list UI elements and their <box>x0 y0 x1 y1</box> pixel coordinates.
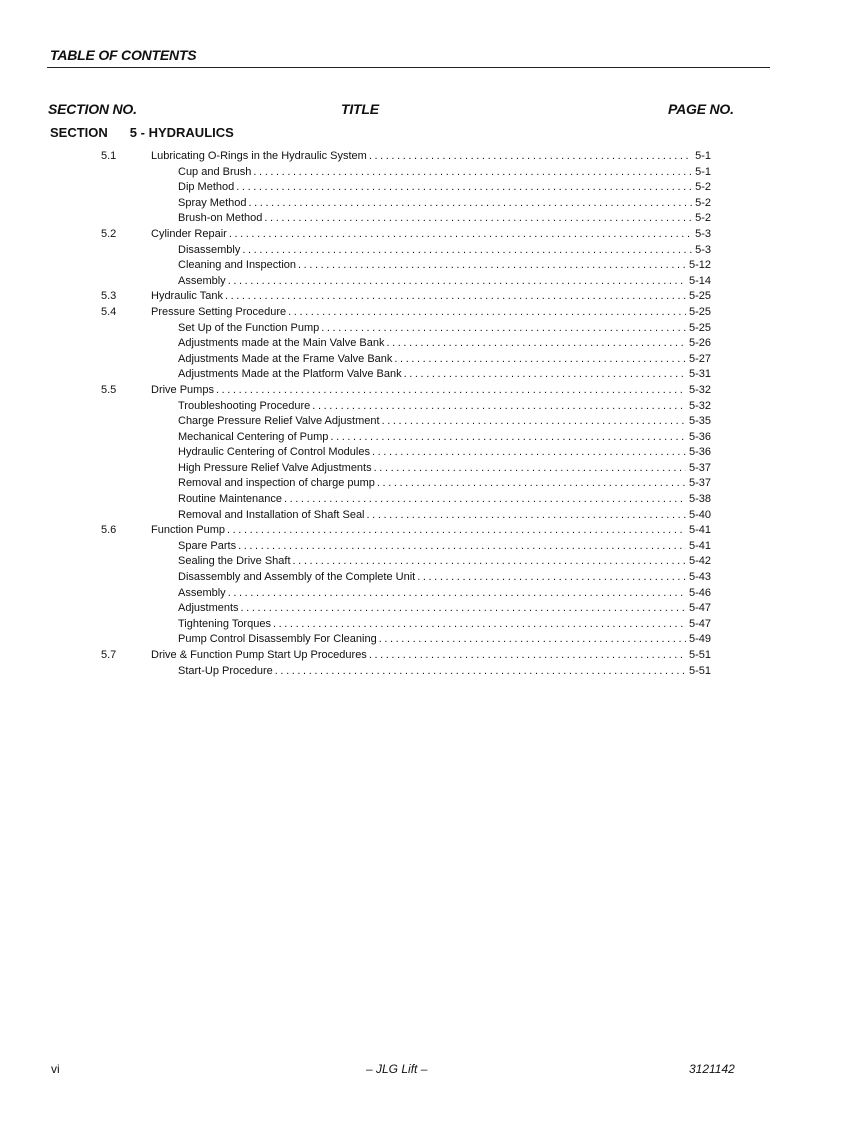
toc-dot-leader <box>241 601 686 617</box>
toc-dot-leader <box>228 586 686 602</box>
toc-entry-title: Adjustments <box>178 602 239 615</box>
toc-entry-line <box>178 554 711 570</box>
toc-entry[interactable] <box>0 289 866 305</box>
toc-entry[interactable] <box>0 321 866 337</box>
toc-entry-page: 5-41 <box>688 539 711 552</box>
toc-dot-leader <box>242 243 692 259</box>
toc-entry-title: Assembly <box>178 586 226 599</box>
footer-doc-number: 3121142 <box>689 1062 735 1076</box>
toc-entry-line <box>178 211 711 227</box>
toc-entry-title: Spray Method <box>178 196 247 209</box>
toc-entry-line <box>151 227 711 243</box>
toc-entry-page: 5-40 <box>688 508 711 521</box>
toc-entry-page: 5-36 <box>688 430 711 443</box>
toc-entry-line <box>178 508 711 524</box>
toc-entry[interactable] <box>0 570 866 586</box>
toc-dot-leader <box>404 367 686 383</box>
toc-entry[interactable] <box>0 227 866 243</box>
toc-entry-line <box>151 648 711 664</box>
toc-entry-title: Charge Pressure Relief Valve Adjustment <box>178 415 380 428</box>
toc-entry[interactable] <box>0 352 866 368</box>
toc-dot-leader <box>367 508 686 524</box>
toc-dot-leader <box>369 648 686 664</box>
toc-entry[interactable] <box>0 445 866 461</box>
toc-entry[interactable] <box>0 336 866 352</box>
toc-entry[interactable] <box>0 196 866 212</box>
toc-entry-page: 5-14 <box>688 274 711 287</box>
toc-entry-page: 5-25 <box>688 321 711 334</box>
toc-entry-title: Cylinder Repair <box>151 227 227 240</box>
toc-entry[interactable] <box>0 367 866 383</box>
toc-entry-line <box>178 492 711 508</box>
toc-entry-page: 5-26 <box>688 337 711 350</box>
toc-dot-leader <box>227 523 686 539</box>
toc-entry-line <box>178 180 711 196</box>
toc-entry-page: 5-51 <box>688 649 711 661</box>
page-header <box>47 45 770 68</box>
toc-entry-number: 5.6 <box>101 524 117 537</box>
toc-dot-leader <box>298 258 686 274</box>
toc-entry[interactable] <box>0 461 866 477</box>
toc-entry-number: 5.2 <box>101 227 117 240</box>
toc-entry-line <box>151 523 711 539</box>
toc-dot-leader <box>417 570 686 586</box>
toc-entry[interactable] <box>0 632 866 648</box>
toc-dot-leader <box>273 617 686 633</box>
toc-entry-title: High Pressure Relief Valve Adjustments <box>178 461 372 474</box>
toc-entry-title: Adjustments Made at the Platform Valve Bank <box>178 368 402 381</box>
toc-entry-line <box>178 617 711 633</box>
toc-dot-leader <box>216 383 686 399</box>
toc-entry-page: 5-47 <box>688 617 711 630</box>
toc-entry-title: Mechanical Centering of Pump <box>178 430 329 443</box>
toc-dot-leader <box>374 461 686 477</box>
toc-entry-title: Assembly <box>178 274 226 287</box>
toc-entry-page: 5-36 <box>688 446 711 459</box>
toc-entry-line <box>178 352 711 368</box>
toc-entry-line <box>178 461 711 477</box>
toc-entry[interactable] <box>0 149 866 165</box>
column-heading-page-no: PAGE NO. <box>668 101 734 117</box>
toc-entry-title: Brush-on Method <box>178 212 263 225</box>
toc-entry[interactable] <box>0 383 866 399</box>
toc-entry-title: Routine Maintenance <box>178 493 282 506</box>
toc-entry[interactable] <box>0 492 866 508</box>
toc-dot-leader <box>330 430 686 446</box>
toc-dot-leader <box>377 476 686 492</box>
toc-entry-title: Sealing the Drive Shaft <box>178 555 291 568</box>
toc-entry-number: 5.1 <box>101 150 117 162</box>
toc-entry-line <box>178 430 711 446</box>
footer-publisher: – JLG Lift – <box>366 1062 428 1076</box>
toc-entry[interactable] <box>0 399 866 415</box>
toc-entry-title: Removal and Installation of Shaft Seal <box>178 508 365 521</box>
toc-entry[interactable] <box>0 165 866 181</box>
toc-entry-page: 5-43 <box>688 571 711 584</box>
toc-dot-leader <box>236 180 692 196</box>
toc-entry-page: 5-35 <box>688 415 711 428</box>
toc-dot-leader <box>379 632 686 648</box>
toc-entry-page: 5-12 <box>688 259 711 272</box>
toc-entry-title: Tightening Torques <box>178 617 271 630</box>
toc-entry[interactable] <box>0 664 866 680</box>
toc-entry-title: Drive & Function Pump Start Up Procedures <box>151 649 367 661</box>
toc-entry-line <box>178 476 711 492</box>
toc-entry-line <box>178 165 711 181</box>
toc-entry-line <box>178 601 711 617</box>
toc-entry-page: 5-38 <box>688 493 711 506</box>
toc-entry[interactable] <box>0 274 866 290</box>
toc-entry-title: Spare Parts <box>178 539 237 552</box>
toc-entry-page: 5-3 <box>695 227 711 240</box>
toc-entry-page: 5-27 <box>688 352 711 365</box>
toc-entry-page: 5-41 <box>688 524 711 537</box>
toc-entry-page: 5-47 <box>688 602 711 615</box>
toc-entry-line <box>178 196 711 212</box>
toc-entry[interactable] <box>0 258 866 274</box>
toc-entry[interactable] <box>0 523 866 539</box>
toc-entry-page: 5-2 <box>695 196 711 209</box>
toc-entry-number: 5.5 <box>101 383 117 396</box>
toc-dot-leader <box>238 539 686 555</box>
toc-entry-line <box>151 305 711 321</box>
toc-entry[interactable] <box>0 305 866 321</box>
toc-entry-page: 5-2 <box>695 212 711 225</box>
toc-entry[interactable] <box>0 211 866 227</box>
toc-entry-title: Removal and inspection of charge pump <box>178 477 375 490</box>
toc-dot-leader <box>293 554 686 570</box>
toc-entry-page: 5-46 <box>688 586 711 599</box>
toc-entry-page: 5-32 <box>688 383 711 396</box>
toc-entry-page: 5-31 <box>688 368 711 381</box>
toc-entry-line <box>178 586 711 602</box>
toc-entry[interactable] <box>0 508 866 524</box>
toc-entry[interactable] <box>0 539 866 555</box>
column-heading-section-no: SECTION NO. <box>48 101 137 117</box>
toc-entry-line <box>178 367 711 383</box>
toc-entry-title: Adjustments Made at the Frame Valve Bank <box>178 352 393 365</box>
toc-dot-leader <box>382 414 686 430</box>
toc-entry-line <box>178 664 711 680</box>
toc-entry-title: Drive Pumps <box>151 383 214 396</box>
toc-entry-page: 5-2 <box>695 181 711 194</box>
toc-list <box>0 149 866 679</box>
toc-entry-line <box>178 570 711 586</box>
toc-entry-title: Disassembly and Assembly of the Complete Unit <box>178 571 416 584</box>
toc-entry-title: Function Pump <box>151 524 225 537</box>
toc-dot-leader <box>394 352 686 368</box>
toc-entry-page: 5-49 <box>688 633 711 646</box>
toc-entry-line <box>178 414 711 430</box>
toc-entry-line <box>178 336 711 352</box>
toc-dot-leader <box>369 149 692 165</box>
page-header-title: TABLE OF CONTENTS <box>50 47 197 63</box>
section-label: SECTION <box>50 125 108 140</box>
toc-entry-line <box>151 383 711 399</box>
toc-entry-page: 5-37 <box>688 461 711 474</box>
toc-entry[interactable] <box>0 554 866 570</box>
toc-entry-page: 5-51 <box>688 664 711 677</box>
toc-entry-page: 5-32 <box>688 399 711 412</box>
toc-entry-line <box>151 289 711 305</box>
toc-dot-leader <box>229 227 692 243</box>
toc-entry-page: 5-42 <box>688 555 711 568</box>
toc-entry-number: 5.4 <box>101 305 117 318</box>
toc-entry-line <box>178 321 711 337</box>
toc-entry[interactable] <box>0 430 866 446</box>
toc-entry-title: Set Up of the Function Pump <box>178 321 320 334</box>
toc-dot-leader <box>386 336 686 352</box>
toc-entry[interactable] <box>0 414 866 430</box>
toc-entry-title: Pump Control Disassembly For Cleaning <box>178 633 377 646</box>
toc-entry-title: Dip Method <box>178 181 235 194</box>
column-heading-title: TITLE <box>341 101 379 117</box>
toc-dot-leader <box>284 492 686 508</box>
toc-entry-title: Adjustments made at the Main Valve Bank <box>178 337 385 350</box>
toc-entry[interactable] <box>0 617 866 633</box>
toc-entry-line <box>151 149 711 165</box>
toc-dot-leader <box>228 274 686 290</box>
toc-entry-title: Start-Up Procedure <box>178 664 273 677</box>
toc-entry[interactable] <box>0 476 866 492</box>
toc-entry-title: Troubleshooting Procedure <box>178 399 311 412</box>
toc-entry-title: Hydraulic Tank <box>151 290 223 303</box>
toc-entry-line <box>178 399 711 415</box>
toc-dot-leader <box>275 664 686 680</box>
toc-entry-title: Cleaning and Inspection <box>178 259 297 272</box>
toc-entry-title: Pressure Setting Procedure <box>151 305 287 318</box>
toc-entry-title: Cup and Brush <box>178 165 252 178</box>
toc-entry-line <box>178 539 711 555</box>
toc-entry-page: 5-37 <box>688 477 711 490</box>
toc-entry-title: Disassembly <box>178 243 241 256</box>
toc-entry-page: 5-25 <box>688 290 711 303</box>
toc-dot-leader <box>288 305 686 321</box>
toc-entry-line <box>178 632 711 648</box>
toc-entry[interactable] <box>0 243 866 259</box>
section-heading <box>50 125 234 140</box>
toc-entry-line <box>178 274 711 290</box>
toc-dot-leader <box>321 321 686 337</box>
toc-dot-leader <box>253 165 692 181</box>
toc-entry[interactable] <box>0 180 866 196</box>
toc-entry-number: 5.3 <box>101 290 117 303</box>
toc-entry-line <box>178 258 711 274</box>
toc-dot-leader <box>225 289 686 305</box>
toc-entry-page: 5-1 <box>695 165 711 178</box>
toc-dot-leader <box>312 399 686 415</box>
toc-dot-leader <box>264 211 692 227</box>
toc-entry-title: Hydraulic Centering of Control Modules <box>178 446 370 459</box>
toc-entry-line <box>178 445 711 461</box>
toc-entry-page: 5-25 <box>688 305 711 318</box>
toc-entry[interactable] <box>0 586 866 602</box>
toc-dot-leader <box>248 196 692 212</box>
toc-entry-number: 5.7 <box>101 649 117 661</box>
toc-entry[interactable] <box>0 601 866 617</box>
toc-dot-leader <box>372 445 686 461</box>
footer-page-number: vi <box>51 1062 60 1076</box>
toc-entry[interactable] <box>0 648 866 664</box>
toc-entry-line <box>178 243 711 259</box>
section-number-title: 5 - HYDRAULICS <box>129 125 234 140</box>
toc-entry-page: 5-1 <box>695 150 711 162</box>
toc-entry-title: Lubricating O-Rings in the Hydraulic System <box>151 150 367 162</box>
toc-entry-page: 5-3 <box>695 243 711 256</box>
